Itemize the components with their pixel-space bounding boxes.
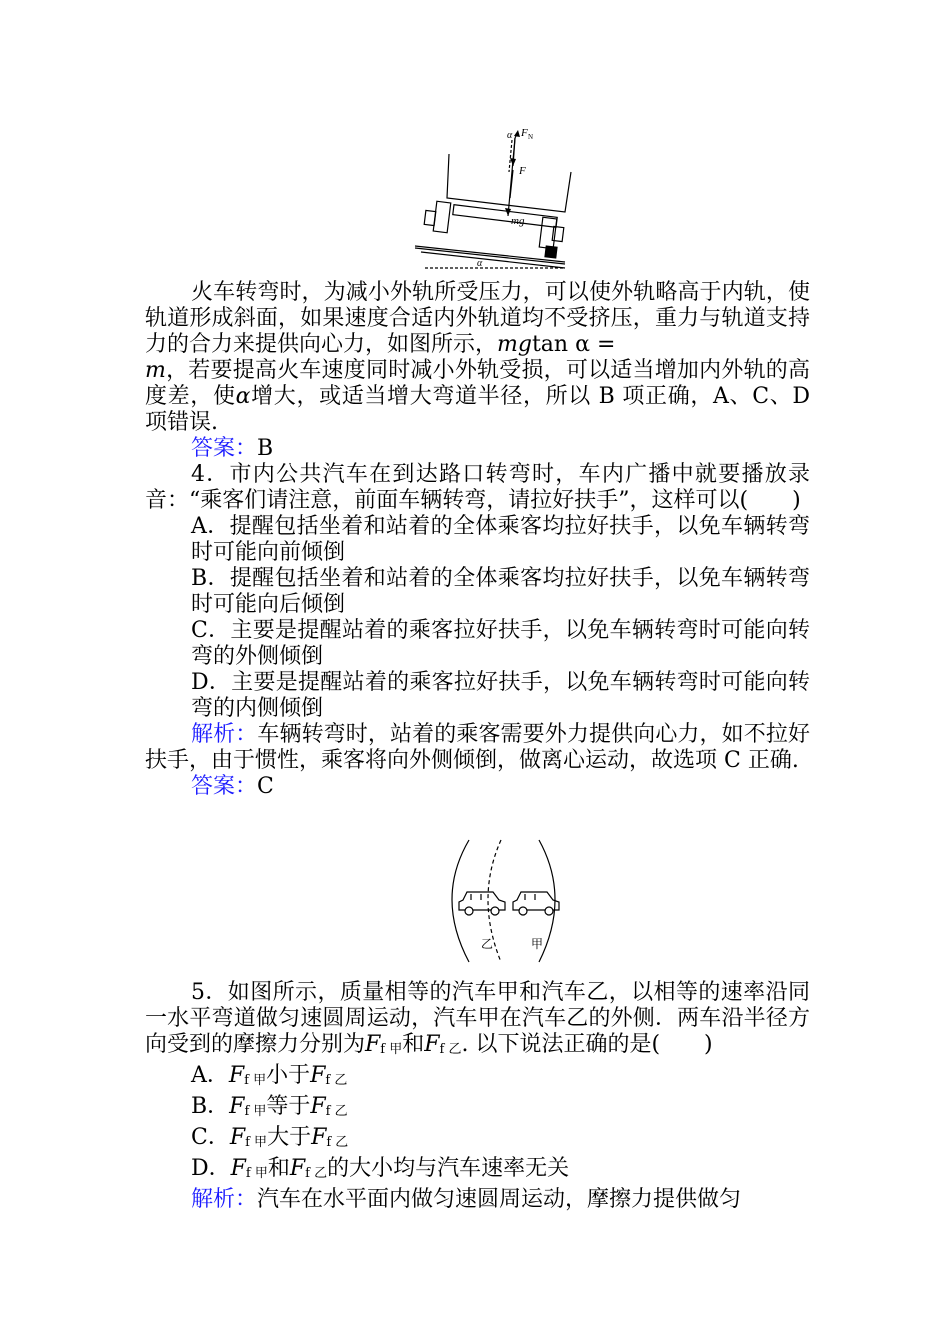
word-and: 和 [267,1156,290,1181]
math-alpha: α [235,384,251,409]
subscript-f-jia: f 甲 [245,1166,268,1181]
question-5-option-c [145,1125,810,1156]
explanation-3-part-a: 火车转弯时，为减小外轨所受压力，可以使外轨略高于内轨，使轨道形成斜面，如果速度合适内外轨道均不受挤压，重力与轨道支持力的合力来提供向心力，如图所示， [145,280,810,357]
explanation-3-part-c: 增大，或适当增大弯道半径，所以 B 项正确，A、C、D 项错误. [145,384,810,435]
question-5-option-b [145,1094,810,1125]
subscript-f-yi: f 乙 [305,1166,328,1181]
question-4-option-b: B．提醒包括坐着和站着的全体乘客均拉好扶手，以免车辆转弯时可能向后倾倒 [191,566,810,617]
subscript-f-yi: f 乙 [325,1073,348,1088]
alpha-bottom-label: α [477,258,483,269]
option-relation: 的大小均与汽车速率无关 [327,1156,570,1181]
symbol-f: F [229,1125,246,1150]
option-letter: B． [191,1094,230,1119]
answer-4 [145,774,810,800]
question-5-stem-a: 5．如图所示，质量相等的汽车甲和汽车乙，以相等的速率沿同一水平弯道做匀速圆周运动，汽车甲在汽车乙的外侧．两车沿半径方向受到的摩擦力分别为 [145,980,810,1057]
analysis-5-text: 汽车在水平面内做匀速圆周运动，摩擦力提供做匀 [257,1187,742,1212]
symbol-f: F [365,1032,381,1057]
explanation-3-part-b: ，若要提高火车速度同时减小外轨受损，可以适当增加内外轨的高度差，使 [145,358,810,409]
symbol-f: F [310,1094,326,1119]
question-4-option-d: D．主要是提醒站着的乘客拉好扶手，以免车辆转弯时可能向转弯的内侧倾倒 [191,670,810,721]
symbol-f: F [311,1125,327,1150]
answer-3 [145,436,810,462]
f-label: F [519,165,526,177]
subscript-f-jia: f 甲 [244,1104,267,1119]
subscript-f-jia: f 甲 [244,1073,267,1088]
option-relation: 大于 [267,1125,312,1150]
math-m: m [145,358,166,383]
mg-label: mg [511,215,525,227]
symbol-f: F [230,1156,246,1181]
analysis-4-label: 解析： [191,722,258,747]
answer-3-value: B [257,436,274,461]
subscript-f-jia: f 甲 [245,1135,268,1150]
text-block-2 [145,980,810,1213]
symbol-f: F [289,1156,306,1181]
subscript-f-yi: f 乙 [439,1042,462,1057]
symbol-f: F [229,1094,245,1119]
question-4-option-c: C．主要是提醒站着的乘客拉好扶手，以免车辆转弯时可能向转弯的外侧倾倒 [191,618,810,669]
analysis-4 [145,722,810,774]
option-letter: C． [191,1125,230,1150]
option-relation: 等于 [266,1094,311,1119]
text-block-1 [145,280,810,800]
car-yi-label: 乙 [481,937,494,951]
math-mg: mg [497,332,532,357]
subscript-f-yi: f 乙 [326,1135,349,1150]
option-letter: D． [191,1156,231,1181]
cars-curve-figure [435,838,565,968]
symbol-f: F [228,1063,245,1088]
option-relation: 小于 [266,1063,311,1088]
subscript-f-jia: f 甲 [380,1042,403,1057]
symbol-f: F [424,1032,440,1057]
analysis-4-text: 车辆转弯时，站着的乘客需要外力提供向心力，如不拉好扶手，由于惯性，乘客将向外侧倾倒，做离心运动，故选项 C 正确. [145,722,810,773]
fn-label: F [521,128,528,139]
car-jia-label: 甲 [531,937,544,951]
subscript-f-yi: f 乙 [325,1104,348,1119]
train-banked-track-figure [415,128,575,274]
alpha-top-label: α [507,130,513,141]
symbol-f: F [310,1063,326,1088]
math-tan-alpha: tan α = [531,332,616,357]
analysis-5 [145,1187,810,1213]
question-5-stem-b: . 以下说法正确的是( ) [461,1032,713,1057]
question-5-option-a [145,1063,810,1094]
question-4-option-a: A．提醒包括坐着和站着的全体乘客均拉好扶手，以免车辆转弯时可能向前倾倒 [191,514,810,565]
question-4-stem: 4．市内公共汽车在到达路口转弯时，车内广播中就要播放录音：“乘客们请注意，前面车辆转弯，请拉好扶手”，这样可以( ) [145,462,810,513]
question-5-option-d [145,1156,810,1187]
word-and: 和 [402,1032,425,1057]
answer-4-label: 答案： [191,774,258,799]
explanation-3 [145,280,810,436]
question-5-stem [145,980,810,1063]
fn-subscript: N [528,133,534,141]
analysis-5-label: 解析： [191,1187,258,1212]
option-letter: A． [191,1063,229,1088]
answer-4-value: C [257,774,274,799]
answer-3-label: 答案： [191,436,258,461]
